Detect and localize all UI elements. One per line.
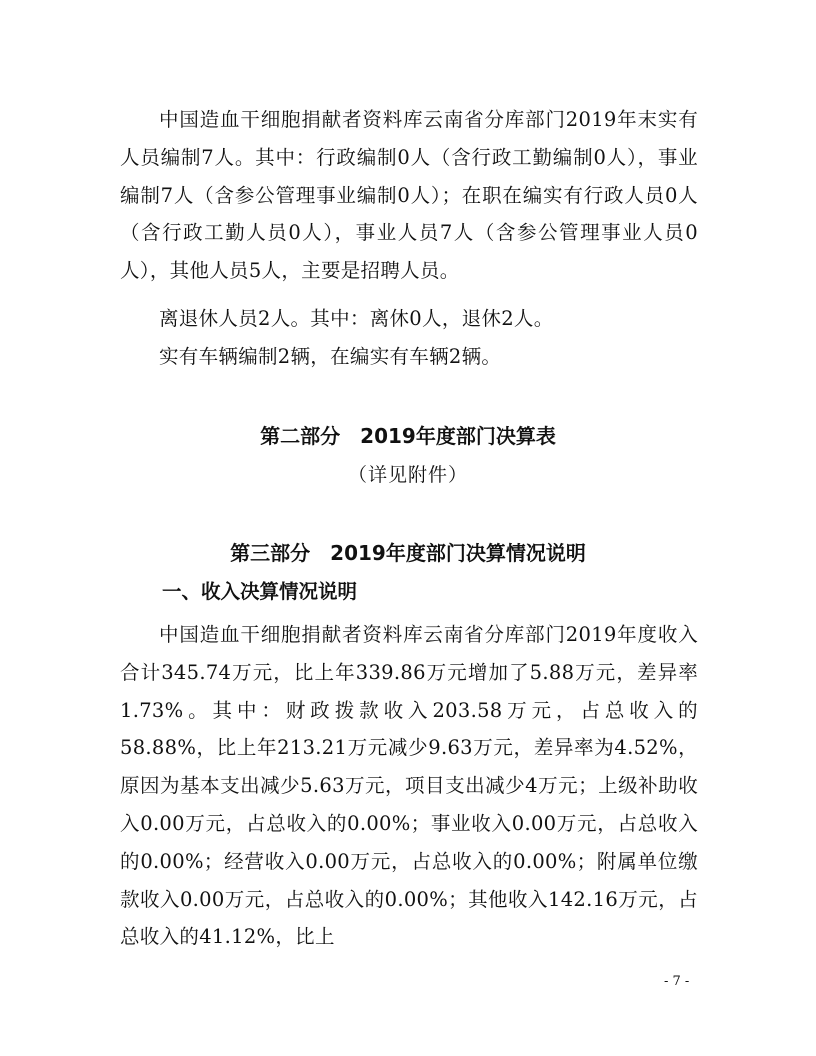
part-two-heading: 第二部分 2019年度部门决算表: [260, 424, 556, 448]
part-two-note: （详见附件）: [347, 464, 468, 486]
income-paragraph: 中国造血干细胞捐献者资料库云南省分库部门2019年度收入合计345.74万元，比上年339.86万元增加了5.88万元，差异率1.73%。其中：财政拨款收入203.58万元，占总收入的58.88%，比上年213.21万元减少9.63万元，差异率为4.52%，原因为基本支出减少5.63万元，项目支出减少4万元；上级补助收入0.00万元，占总收入的0.00%；事业收入0.00万元，占总收入的0.00%；经营收入0.00万元，占总收入的0.00%；附属单位缴款收入0.00万元，占总收入的0.00%；其他收入142.16万元，占总收入的41.12%，比上: [120, 623, 698, 949]
page-number: - 7 -: [664, 974, 690, 989]
part-three-heading: 第三部分 2019年度部门决算情况说明: [230, 541, 586, 565]
income-section-heading: 一、收入决算情况说明: [162, 580, 358, 603]
retired-staff-paragraph: 离退休人员2人。其中：离休0人，退休2人。: [159, 307, 554, 330]
vehicles-paragraph: 实有车辆编制2辆，在编实有车辆2辆。: [159, 345, 502, 368]
staffing-paragraph: 中国造血干细胞捐献者资料库云南省分库部门2019年末实有人员编制7人。其中：行政编制0人（含行政工勤编制0人），事业编制7人（含参公管理事业编制0人）；在职在编实有行政人员0人（含行政工勤人员0人），事业人员7人（含参公管理事业人员0人），其他人员5人，主要是招聘人员。: [120, 108, 698, 283]
